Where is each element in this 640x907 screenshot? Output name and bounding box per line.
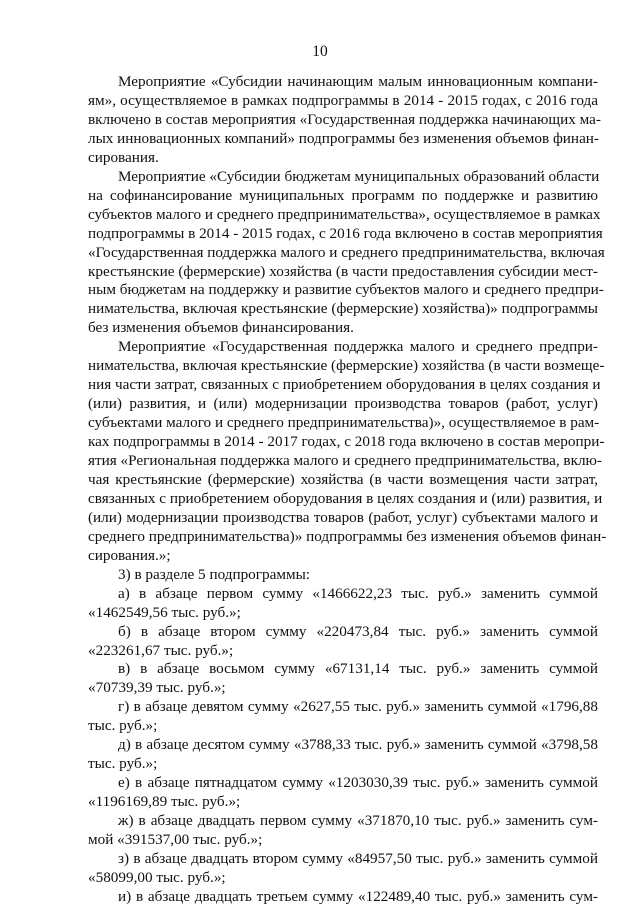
text-line: (или) развития, и (или) модернизации производства товаров (работ, услуг) [88,395,598,413]
text-line: б) в абзаце втором сумму «220473,84 тыс. руб.» заменить суммой [118,622,598,640]
text-line: лых инновационных компаний» подпрограммы без изменения объемов финан- [88,129,599,147]
text-line: ния части затрат, связанных с приобретением оборудования в целях создания и [88,376,601,394]
text-line: связанных с приобретением оборудования в целях создания и (или) развития, и [88,489,603,507]
text-line: г) в абзаце девятом сумму «2627,55 тыс. руб.» заменить суммой «1796,88 [118,698,598,716]
text-line: среднего предпринимательства)» подпрограммы без изменения объемов финан- [88,527,607,545]
text-line: подпрограммы в 2014 - 2015 годах, с 2016 года включено в состав мероприятия [88,224,603,242]
text-line: д) в абзаце десятом сумму «3788,33 тыс. руб.» заменить суммой «3798,58 [118,736,598,754]
text-line: ным бюджетам на поддержку и развитие субъектов малого и среднего предпри- [88,281,604,299]
text-line: Мероприятие «Субсидии бюджетам муниципальных образований области [118,167,600,185]
text-line: чая крестьянские (фермерские) хозяйства (в части возмещения части затрат, [88,470,598,488]
text-line: з) в абзаце двадцать втором сумму «84957,50 тыс. руб.» заменить суммой [118,849,598,867]
text-line: «Государственная поддержка малого и среднего предпринимательства, включая [88,243,605,261]
text-line: и) в абзаце двадцать третьем сумму «122489,40 тыс. руб.» заменить сум- [118,887,598,905]
text-line: мой «391537,00 тыс. руб.»; [88,831,263,848]
text-line: ж) в абзаце двадцать первом сумму «371870,10 тыс. руб.» заменить сум- [118,812,598,830]
text-line: е) в абзаце пятнадцатом сумму «1203030,39 тыс. руб.» заменить суммой [118,774,598,792]
text-line: нимательства, включая крестьянские (фермерские) хозяйства)» подпрограммы [88,300,598,318]
text-line: тыс. руб.»; [88,717,158,735]
text-line: 3) в разделе 5 подпрограммы: [118,565,310,583]
text-line: ятия «Региональная поддержка малого и среднего предпринимательства, вклю- [88,452,602,469]
text-line: «70739,39 тыс. руб.»; [88,679,226,697]
text-line: крестьянские (фермерские) хозяйства (в части предоставления субсидии мест- [88,262,598,280]
text-line: на софинансирование муниципальных программ по поддержке и развитию [88,186,598,204]
page-number: 10 [312,43,328,60]
text-line: в) в абзаце восьмом сумму «67131,14 тыс. руб.» заменить суммой [118,660,598,678]
text-line: включено в состав мероприятия «Государственная поддержка начинающих ма- [88,110,601,128]
text-line: Мероприятие «Субсидии начинающим малым инновационным компани- [118,73,598,90]
text-line: (или) модернизации производства товаров (работ, услуг) субъектами малого и [88,508,598,526]
text-line: Мероприятие «Государственная поддержка малого и среднего предпри- [118,338,598,356]
text-line: ям», осуществляемое в рамках подпрограммы в 2014 - 2015 годах, с 2016 года [88,91,598,109]
text-line: сирования. [88,148,159,166]
text-line: «223261,67 тыс. руб.»; [88,641,234,659]
text-line: а) в абзаце первом сумму «1466622,23 тыс. руб.» заменить суммой [118,584,598,602]
text-line: «58099,00 тыс. руб.»; [88,868,226,886]
text-line: субъектов малого и среднего предпринимательства», осуществляемое в рамках [88,205,601,223]
text-line: «1196169,89 тыс. руб.»; [88,793,241,811]
text-line: «1462549,56 тыс. руб.»; [88,603,241,621]
text-line: нимательства, включая крестьянские (фермерские) хозяйства (в части возмеще- [88,357,605,375]
text-line: субъектами малого и среднего предпринимательства)», осуществляемое в рам- [88,414,600,432]
text-line: тыс. руб.»; [88,755,158,773]
text-line: ках подпрограммы в 2014 - 2017 годах, с 2018 года включено в состав меропри- [88,433,605,451]
text-line: без изменения объемов финансирования. [88,319,354,337]
text-line: сирования.»; [88,546,171,564]
